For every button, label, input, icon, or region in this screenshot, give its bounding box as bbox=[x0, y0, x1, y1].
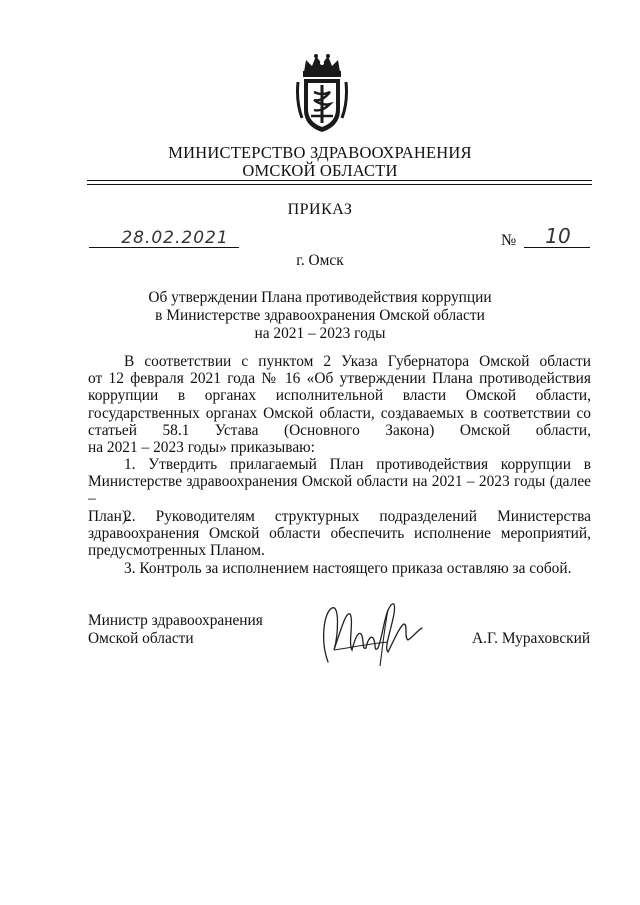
intro-line: В соответствии с пунктом 2 Указа Губернатора Омской области bbox=[124, 353, 591, 370]
number-sign: № bbox=[501, 232, 517, 249]
position-line2: Омской области bbox=[88, 629, 194, 647]
order-subject bbox=[0, 289, 640, 343]
header-rule-thick bbox=[87, 180, 592, 181]
omsk-coat-of-arms-emblem bbox=[296, 52, 348, 136]
header-rule-thin bbox=[87, 184, 592, 185]
item-line: здравоохранения Омской области обеспечить исполнение мероприятий, bbox=[88, 525, 591, 543]
item-line: 3. Контроль за исполнением настоящего приказа оставляю за собой. bbox=[124, 560, 572, 577]
order-date: 28.02.2021 bbox=[121, 228, 229, 248]
intro-line: государственных органах Омской области, создаваемых в соответствии со bbox=[88, 404, 591, 422]
intro-line: коррупции в органах исполнительной власти Омской области, bbox=[88, 387, 591, 405]
signatory-name: А.Г. Мураховский bbox=[472, 630, 591, 647]
subject-line1: Об утверждении Плана противодействия коррупции bbox=[148, 289, 492, 306]
item-line: 2. Руководителям структурных подразделений Министерства bbox=[124, 508, 591, 525]
item-line: предусмотренных Планом. bbox=[88, 542, 265, 560]
date-underline bbox=[89, 247, 239, 248]
intro-paragraph bbox=[88, 353, 591, 456]
subject-line2: в Министерстве здравоохранения Омской области bbox=[155, 307, 485, 324]
subject-line3: на 2021 – 2023 годы bbox=[254, 325, 386, 342]
intro-line: от 12 февраля 2021 года № 16 «Об утверждении Плана противодействия bbox=[88, 370, 591, 388]
intro-line: на 2021 – 2023 годы» приказываю: bbox=[88, 439, 315, 457]
handwritten-signature bbox=[318, 590, 430, 668]
position-line1: Министр здравоохранения bbox=[88, 612, 263, 629]
item-line: Министерстве здравоохранения Омской области на 2021 – 2023 годы (далее – bbox=[88, 473, 591, 508]
order-item-2 bbox=[88, 508, 591, 560]
signatory-position bbox=[88, 612, 263, 647]
order-number: 10 bbox=[545, 224, 571, 248]
ministry-name-line2: ОМСКОЙ ОБЛАСТИ bbox=[242, 161, 398, 180]
number-underline bbox=[524, 247, 590, 248]
ministry-name-line1: МИНИСТЕРСТВО ЗДРАВООХРАНЕНИЯ bbox=[168, 143, 472, 162]
city: г. Омск bbox=[296, 252, 344, 269]
item-line: 1. Утвердить прилагаемый План противодействия коррупции в bbox=[124, 456, 591, 473]
document-type: ПРИКАЗ bbox=[287, 201, 353, 218]
intro-line: статьей 58.1 Устава (Основного Закона) Омской области, bbox=[88, 421, 591, 439]
order-item-3 bbox=[88, 560, 591, 577]
item-line: План). bbox=[88, 507, 131, 525]
